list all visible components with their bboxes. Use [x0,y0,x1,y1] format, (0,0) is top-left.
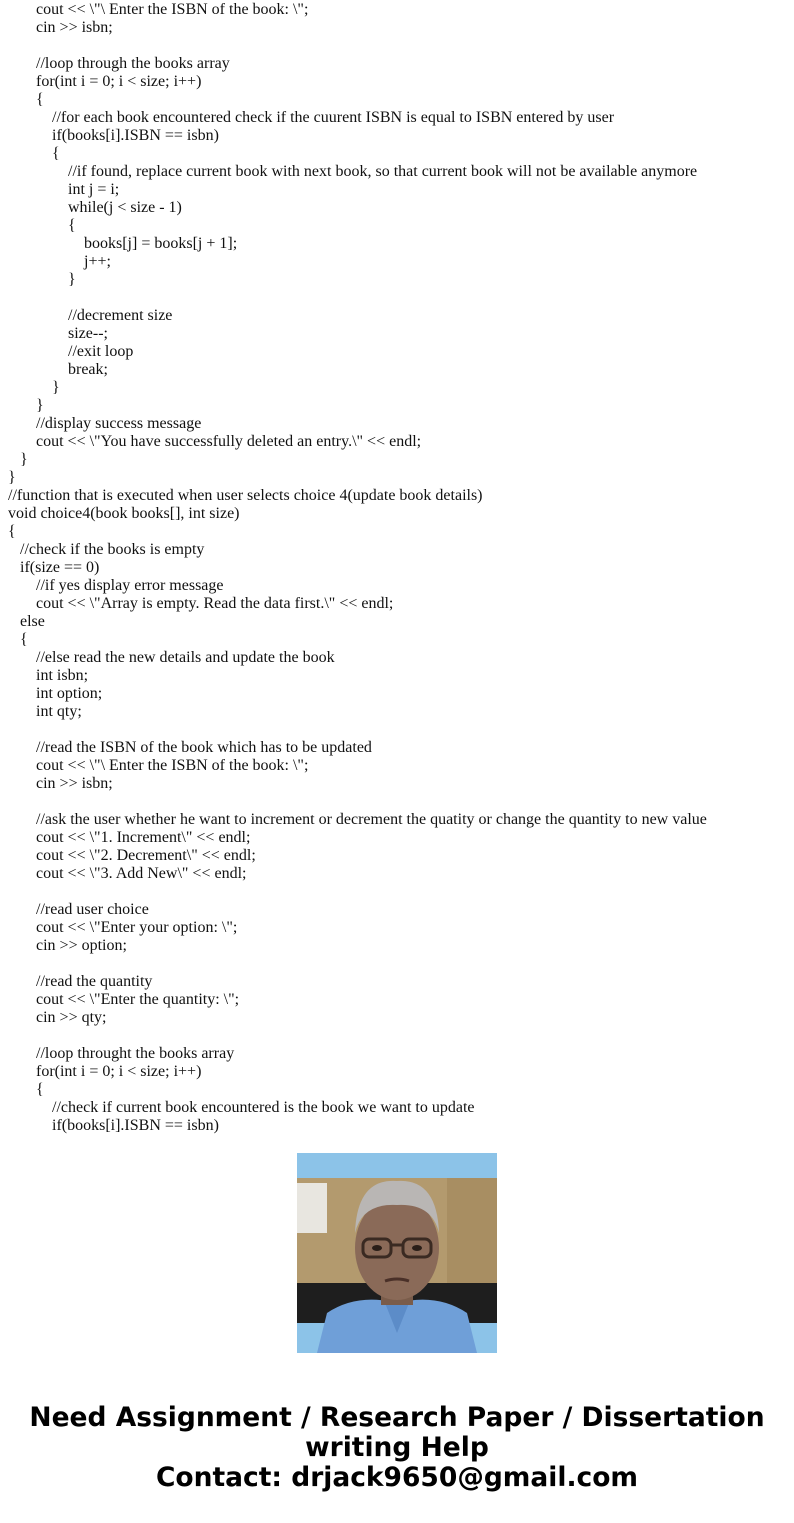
code-line: cout << \"\ Enter the ISBN of the book: \"; [36,757,309,774]
code-line: cout << \"Array is empty. Read the data first.\" << endl; [36,595,394,612]
code-line: int j = i; [68,181,120,198]
code-line: books[j] = books[j + 1]; [84,235,238,252]
code-line: if(size == 0) [20,559,100,576]
code-line: cin >> option; [36,937,127,954]
code-line: //loop through the books array [36,55,230,72]
code-line: for(int i = 0; i < size; i++) [36,73,202,90]
code-line: cin >> isbn; [36,19,113,36]
code-line: //if found, replace current book with next book, so that current book will not be available anymore [68,163,698,180]
promo-banner [0,1403,794,1493]
code-line: int qty; [36,703,82,720]
code-line: cout << \"3. Add New\" << endl; [36,865,247,882]
code-line: cin >> qty; [36,1009,107,1026]
code-line: for(int i = 0; i < size; i++) [36,1063,202,1080]
code-line: int option; [36,685,103,702]
code-line: //loop throught the books array [36,1045,235,1062]
code-line: cout << \"Enter the quantity: \"; [36,991,240,1008]
code-line: { [68,217,76,234]
code-line: //check if the books is empty [20,541,205,558]
code-line: else [20,613,45,630]
code-line: break; [68,361,108,378]
code-line: size--; [68,325,108,342]
code-line: //check if current book encountered is the book we want to update [52,1099,475,1116]
code-line: //for each book encountered check if the cuurent ISBN is equal to ISBN entered by user [52,109,615,126]
code-line: } [8,469,16,486]
code-line: cout << \"1. Increment\" << endl; [36,829,251,846]
author-avatar [297,1153,497,1353]
code-line: } [20,451,28,468]
code-line: //read user choice [36,901,149,918]
code-line: //display success message [36,415,202,432]
code-line: } [68,271,76,288]
code-line: //else read the new details and update the book [36,649,335,666]
code-line: { [20,631,28,648]
code-line: } [36,397,44,414]
code-line: //if yes display error message [36,577,224,594]
code-line: if(books[i].ISBN == isbn) [52,1117,219,1134]
code-line: //decrement size [68,307,173,324]
code-line: //exit loop [68,343,134,360]
code-line: } [52,379,60,396]
code-line: { [8,523,16,540]
code-line: //read the quantity [36,973,153,990]
code-line: { [36,91,44,108]
code-line: if(books[i].ISBN == isbn) [52,127,219,144]
code-line: while(j < size - 1) [68,199,182,216]
code-line: cout << \"2. Decrement\" << endl; [36,847,256,864]
code-line: cout << \"\ Enter the ISBN of the book: \"; [36,1,309,18]
promo-contact: Contact: drjack9650@gmail.com [155,1462,639,1493]
code-line: //read the ISBN of the book which has to be updated [36,739,372,756]
code-line: //function that is executed when user selects choice 4(update book details) [8,487,483,504]
code-line: int isbn; [36,667,89,684]
code-line: void choice4(book books[], int size) [8,505,240,522]
code-line: j++; [84,253,111,270]
code-line: { [36,1081,44,1098]
code-line: { [52,145,60,162]
person-portrait-icon [297,1153,497,1353]
promo-line-2: writing Help [305,1432,489,1463]
code-line: cout << \"Enter your option: \"; [36,919,238,936]
code-line: //ask the user whether he want to increment or decrement the quatity or change the quantity to new value [36,811,707,828]
code-line: cin >> isbn; [36,775,113,792]
code-line: cout << \"You have successfully deleted an entry.\" << endl; [36,433,422,450]
promo-line-1: Need Assignment / Research Paper / Dissertation [29,1402,765,1433]
